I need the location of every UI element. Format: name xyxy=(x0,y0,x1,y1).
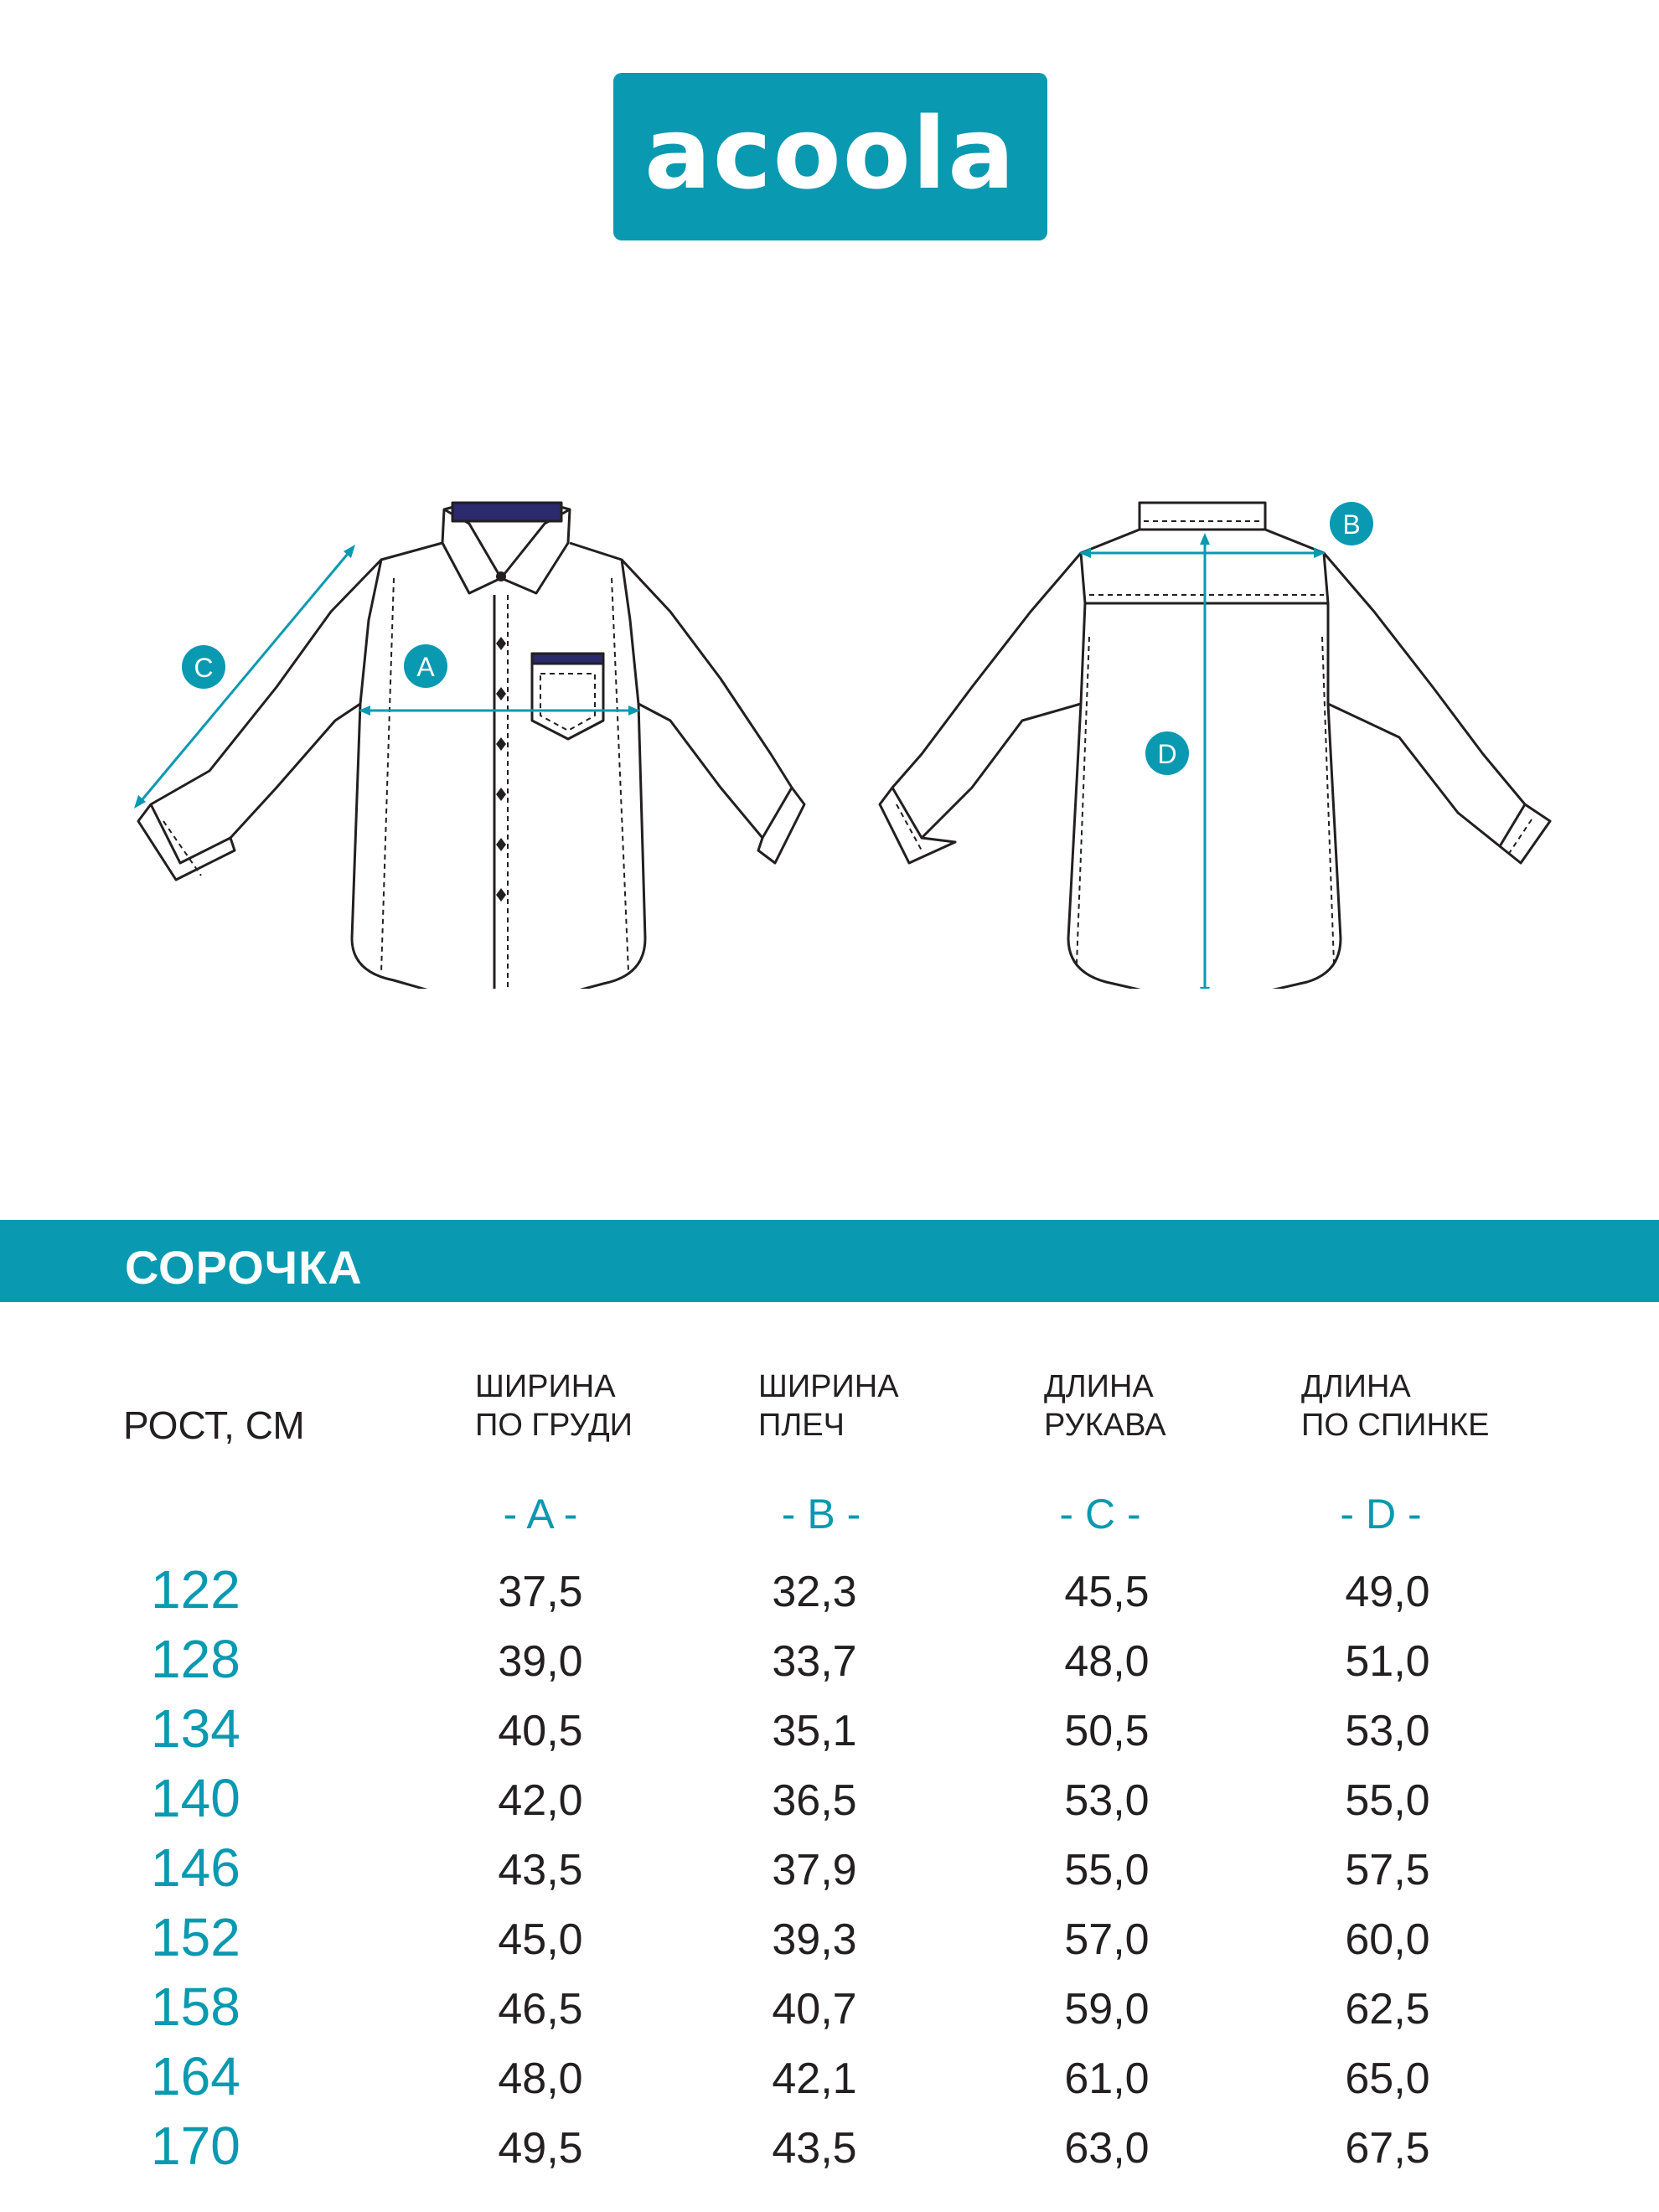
column-letter-c: - C - xyxy=(1059,1491,1141,1538)
value-d: 51,0 xyxy=(1345,1637,1430,1686)
table-row xyxy=(0,2045,1659,2112)
label-a: A xyxy=(416,652,435,682)
value-d: 62,5 xyxy=(1345,1985,1430,2034)
label-c: C xyxy=(194,653,214,683)
value-c: 45,5 xyxy=(1064,1568,1150,1616)
value-d: 57,5 xyxy=(1345,1846,1430,1894)
column-header-a: ШИРИНА ПО ГРУДИ xyxy=(475,1369,633,1443)
value-d: 60,0 xyxy=(1345,1915,1430,1964)
value-b: 36,5 xyxy=(772,1776,857,1825)
column-header-d: ДЛИНА ПО СПИНКЕ xyxy=(1301,1369,1490,1443)
value-b: 35,1 xyxy=(772,1707,857,1755)
value-d: 65,0 xyxy=(1345,2054,1430,2103)
value-a: 39,0 xyxy=(498,1637,583,1686)
logo-text: acoola xyxy=(644,96,1016,211)
table-row xyxy=(0,1767,1659,1834)
value-d: 53,0 xyxy=(1345,1707,1430,1755)
value-c: 61,0 xyxy=(1064,2054,1150,2103)
value-c: 48,0 xyxy=(1064,1637,1150,1686)
value-a: 48,0 xyxy=(498,2054,583,2103)
column-header-c: ДЛИНА РУКАВА xyxy=(1044,1369,1166,1443)
value-b: 40,7 xyxy=(772,1985,857,2034)
value-b: 42,1 xyxy=(772,2054,857,2103)
value-a: 43,5 xyxy=(498,1846,583,1894)
column-letter-a: - A - xyxy=(503,1491,578,1538)
value-c: 53,0 xyxy=(1064,1776,1150,1825)
table-row xyxy=(0,1906,1659,1973)
size-cell: 164 xyxy=(151,2046,240,2106)
size-cell: 146 xyxy=(151,1837,240,1898)
column-header-b: ШИРИНА ПЛЕЧ xyxy=(758,1369,899,1443)
value-c: 63,0 xyxy=(1064,2124,1150,2173)
table-row xyxy=(0,1698,1659,1765)
value-a: 49,5 xyxy=(498,2124,583,2173)
value-b: 39,3 xyxy=(772,1915,857,1964)
value-b: 37,9 xyxy=(772,1846,857,1894)
value-a: 40,5 xyxy=(498,1707,583,1755)
size-cell: 158 xyxy=(151,1977,240,2037)
table-row xyxy=(0,1558,1659,1625)
shirt-back-drawing xyxy=(880,503,1550,989)
value-a: 46,5 xyxy=(498,1985,583,2034)
value-a: 42,0 xyxy=(498,1776,583,1825)
height-header: РОСТ, СМ xyxy=(123,1403,305,1447)
column-letter-d: - D - xyxy=(1340,1491,1422,1538)
shirt-front-drawing xyxy=(138,503,804,989)
value-c: 55,0 xyxy=(1064,1846,1150,1894)
size-cell: 122 xyxy=(151,1559,240,1620)
title-band xyxy=(0,1220,1659,1302)
value-c: 57,0 xyxy=(1064,1915,1150,1964)
shirt-diagram xyxy=(0,469,1659,989)
value-c: 50,5 xyxy=(1064,1707,1150,1755)
value-b: 32,3 xyxy=(772,1568,857,1616)
table-row xyxy=(0,1628,1659,1695)
size-cell: 170 xyxy=(151,2116,240,2176)
table-row xyxy=(0,1976,1659,2043)
size-cell: 128 xyxy=(151,1629,240,1689)
brand-logo xyxy=(613,73,1047,240)
label-d: D xyxy=(1157,739,1177,769)
label-b: B xyxy=(1342,509,1361,540)
value-d: 49,0 xyxy=(1345,1568,1430,1616)
value-b: 33,7 xyxy=(772,1637,857,1686)
value-c: 59,0 xyxy=(1064,1985,1150,2034)
column-letter-b: - B - xyxy=(781,1491,861,1538)
table-row xyxy=(0,2115,1659,2182)
table-row xyxy=(0,1837,1659,1904)
value-a: 37,5 xyxy=(498,1568,583,1616)
value-d: 55,0 xyxy=(1345,1776,1430,1825)
size-cell: 140 xyxy=(151,1768,240,1828)
value-d: 67,5 xyxy=(1345,2124,1430,2173)
value-b: 43,5 xyxy=(772,2124,857,2173)
size-cell: 134 xyxy=(151,1698,240,1759)
size-cell: 152 xyxy=(151,1907,240,1967)
product-title: СОРОЧКА xyxy=(125,1241,363,1294)
value-a: 45,0 xyxy=(498,1915,583,1964)
